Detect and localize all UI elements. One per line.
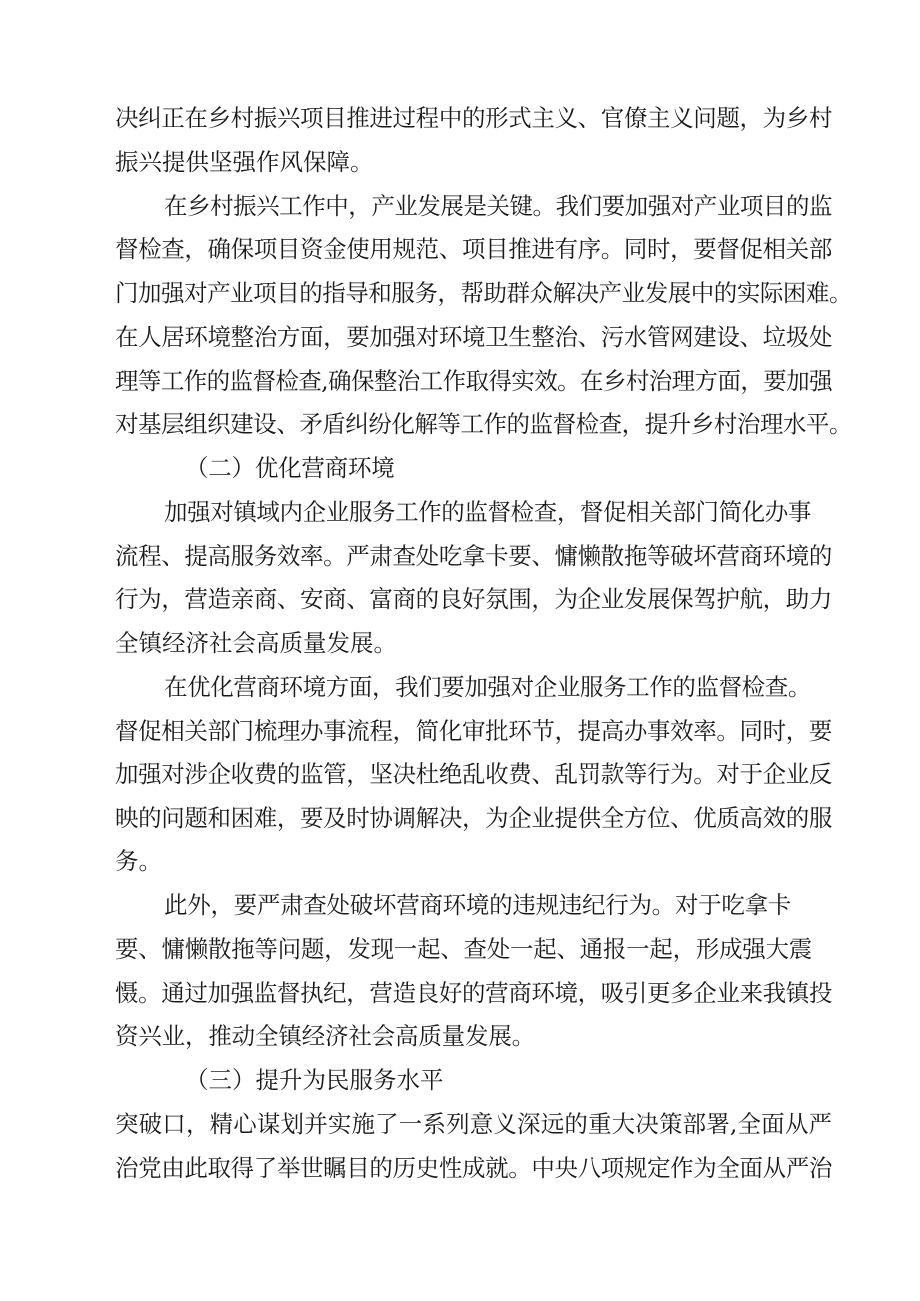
body-line: 加强对镇域内企业服务工作的监督检查，督促相关部门简化办事 bbox=[164, 498, 811, 526]
body-line: 突破口，精心谋划并实施了一系列意义深远的重大决策部署,全面从严 bbox=[115, 1110, 832, 1138]
body-line: 振兴提供坚强作风保障。 bbox=[115, 148, 374, 176]
body-line: 慑。通过加强监督执纪，营造良好的营商环境，吸引更多企业来我镇投 bbox=[115, 979, 832, 1007]
body-line: 资兴业，推动全镇经济社会高质量发展。 bbox=[115, 1022, 535, 1050]
body-line: 理等工作的监督检查,确保整治工作取得实效。在乡村治理方面，要加强 bbox=[115, 367, 832, 395]
section-heading: （三）提升为民服务水平 bbox=[185, 1066, 444, 1094]
body-line: 在乡村振兴工作中，产业发展是关键。我们要加强对产业项目的监 bbox=[164, 192, 832, 220]
body-line: 在优化营商环境方面，我们要加强对企业服务工作的监督检查。 bbox=[164, 673, 811, 701]
body-line: 全镇经济社会高质量发展。 bbox=[115, 629, 397, 657]
body-line: 督促相关部门梳理办事流程，简化审批环节，提高办事效率。同时，要 bbox=[115, 717, 832, 745]
body-line: 对基层组织建设、矛盾纠纷化解等工作的监督检查，提升乡村治理水平。 bbox=[115, 410, 852, 438]
body-line: 门加强对产业项目的指导和服务，帮助群众解决产业发展中的实际困难。 bbox=[115, 279, 852, 307]
body-line: 治党由此取得了举世瞩目的历史性成就。中央八项规定作为全面从严治 bbox=[115, 1154, 832, 1182]
body-line: 映的问题和困难，要及时协调解决，为企业提供全方位、优质高效的服 bbox=[115, 804, 832, 832]
body-line: 加强对涉企收费的监管，坚决杜绝乱收费、乱罚款等行为。对于企业反 bbox=[115, 760, 832, 788]
body-line: 行为，营造亲商、安商、富商的良好氛围，为企业发展保驾护航，助力 bbox=[115, 585, 832, 613]
body-line: 在人居环境整治方面，要加强对环境卫生整治、污水管网建设、垃圾处 bbox=[115, 323, 832, 351]
body-line: 要、慵懒散拖等问题，发现一起、查处一起、通报一起，形成强大震 bbox=[115, 935, 812, 963]
body-line: 此外，要严肃查处破坏营商环境的违规违纪行为。对于吃拿卡 bbox=[164, 891, 791, 919]
section-heading: （二）优化营商环境 bbox=[185, 454, 395, 482]
body-line: 务。 bbox=[115, 847, 162, 875]
body-line: 流程、提高服务效率。严肃查处吃拿卡要、慵懒散拖等破坏营商环境的 bbox=[115, 542, 832, 570]
body-line: 决纠正在乡村振兴项目推进过程中的形式主义、官僚主义问题，为乡村 bbox=[115, 104, 832, 132]
body-line: 督检查，确保项目资金使用规范、项目推进有序。同时，要督促相关部 bbox=[115, 235, 832, 263]
